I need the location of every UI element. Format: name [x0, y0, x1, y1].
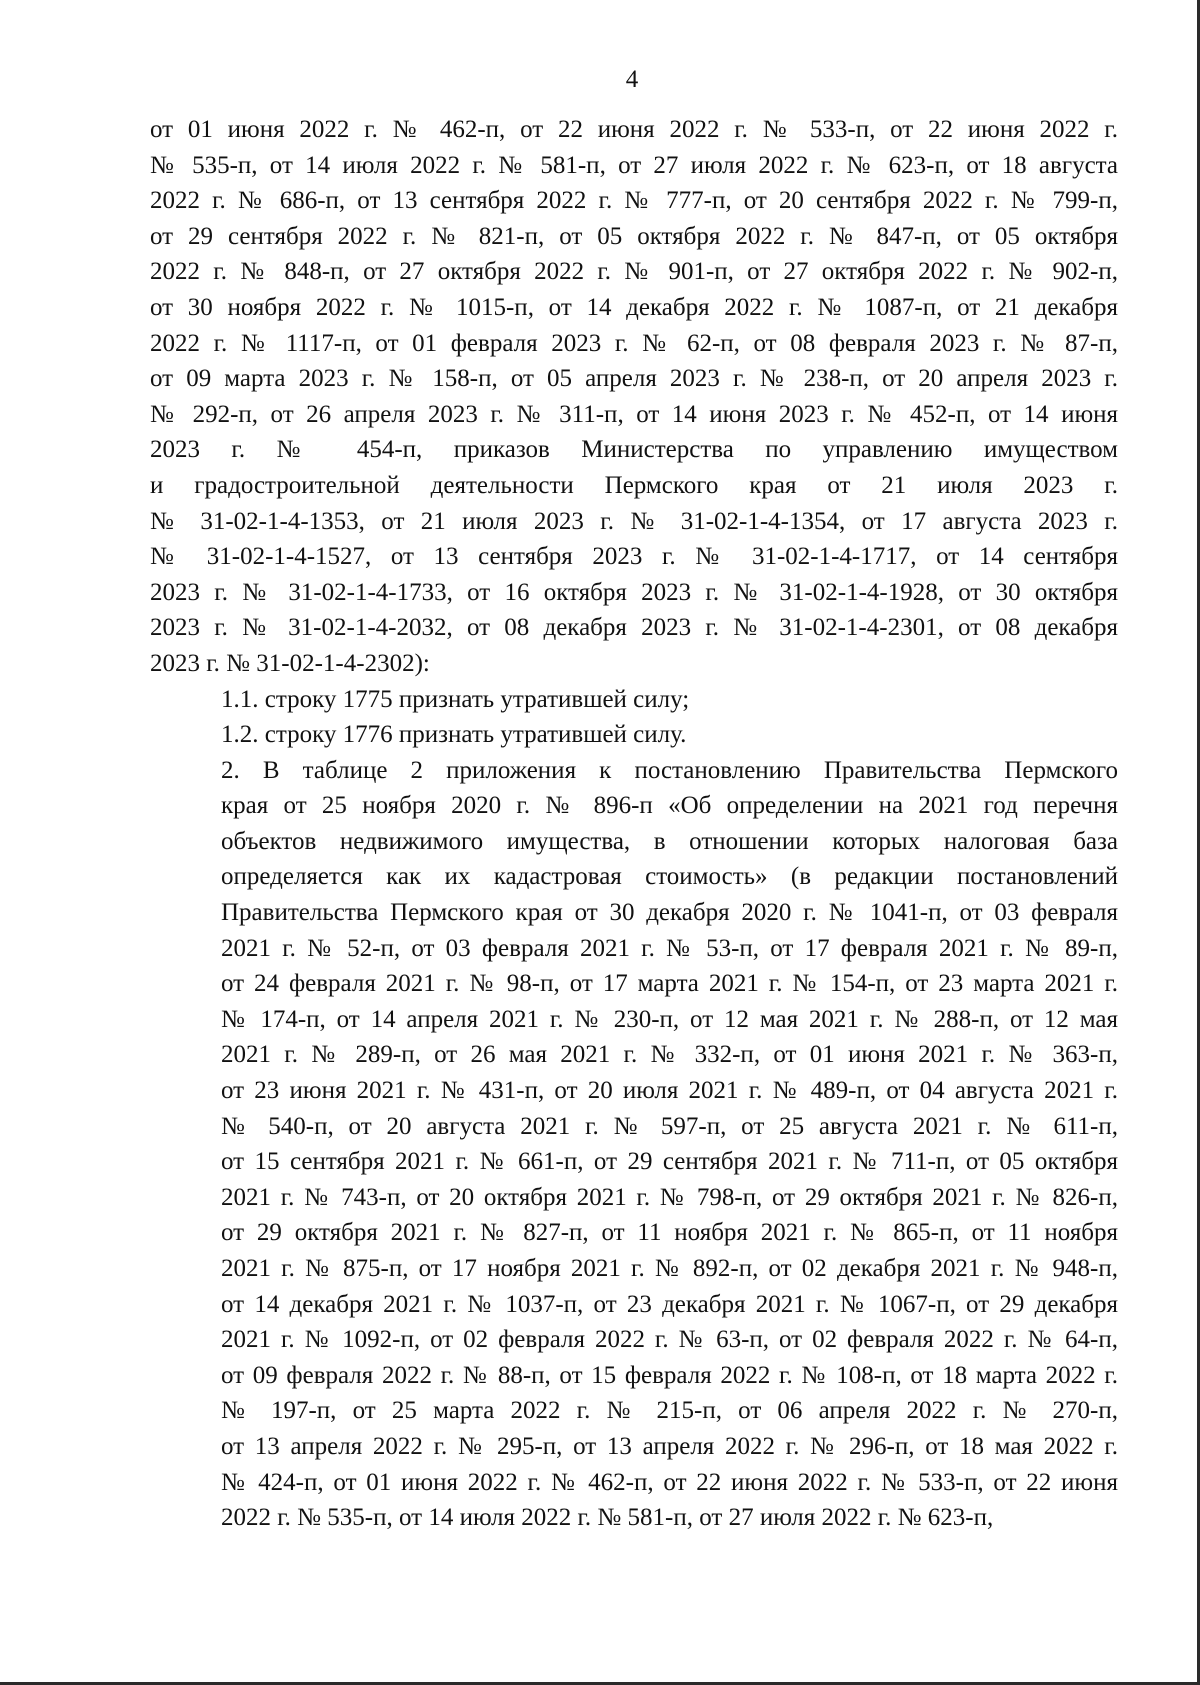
text-line: 2023 г. № 31-02-1-4-2302): — [150, 649, 430, 677]
text-line: от 09 февраля 2022 г. № 88-п, от 15 февраля 2022 г. № 108-п, от 18 марта 2022 г. — [221, 1361, 1118, 1389]
text-line: № 31-02-1-4-1353, от 21 июля 2023 г. № 31-02-1-4-1354, от 17 августа 2023 г. — [150, 507, 1118, 535]
text-line: № 424-п, от 01 июня 2022 г. № 462-п, от 22 июня 2022 г. № 533-п, от 22 июня — [221, 1468, 1118, 1496]
text-line: от 13 апреля 2022 г. № 295-п, от 13 апреля 2022 г. № 296-п, от 18 мая 2022 г. — [221, 1432, 1118, 1460]
paragraph — [150, 112, 1118, 682]
text-line: от 01 июня 2022 г. № 462-п, от 22 июня 2022 г. № 533-п, от 22 июня 2022 г. — [150, 116, 1118, 143]
text-line: 2022 г. № 686-п, от 13 сентября 2022 г. № 777-п, от 20 сентября 2022 г. № 799-п, — [150, 187, 1118, 215]
text-line: № 292-п, от 26 апреля 2023 г. № 311-п, от 14 июня 2023 г. № 452-п, от 14 июня — [150, 400, 1118, 428]
text-line: определяется как их кадастровая стоимость» (в редакции постановлений — [221, 863, 1118, 891]
text-line: от 29 сентября 2022 г. № 821-п, от 05 октября 2022 г. № 847-п, от 05 октября — [150, 222, 1118, 250]
paragraph — [150, 753, 1118, 1536]
text-line: Правительства Пермского края от 30 декабря 2020 г. № 1041-п, от 03 февраля — [221, 899, 1118, 927]
text-line: 2021 г. № 743-п, от 20 октября 2021 г. № 798-п, от 29 октября 2021 г. № 826-п, — [221, 1183, 1118, 1211]
text-line: от 09 марта 2023 г. № 158-п, от 05 апреля 2023 г. № 238-п, от 20 апреля 2023 г. — [150, 365, 1118, 393]
text-line: от 23 июня 2021 г. № 431-п, от 20 июля 2021 г. № 489-п, от 04 августа 2021 г. — [221, 1077, 1118, 1105]
text-line: № 540-п, от 20 августа 2021 г. № 597-п, от 25 августа 2021 г. № 611-п, — [221, 1112, 1118, 1140]
text-line: № 31-02-1-4-1527, от 13 сентября 2023 г. № 31-02-1-4-1717, от 14 сентября — [150, 543, 1118, 571]
text-line: 2021 г. № 289-п, от 26 мая 2021 г. № 332-п, от 01 июня 2021 г. № 363-п, — [221, 1041, 1118, 1069]
text-line: 2. В таблице 2 приложения к постановлению Правительства Пермского — [221, 756, 1118, 784]
text-line: от 14 декабря 2021 г. № 1037-п, от 23 декабря 2021 г. № 1067-п, от 29 декабря — [221, 1290, 1118, 1318]
text-line: от 15 сентября 2021 г. № 661-п, от 29 сентября 2021 г. № 711-п, от 05 октября — [221, 1148, 1118, 1176]
text-line: 1.1. строку 1775 признать утратившей силу; — [221, 685, 690, 713]
text-line: № 174-п, от 14 апреля 2021 г. № 230-п, от 12 мая 2021 г. № 288-п, от 12 мая — [221, 1005, 1118, 1033]
text-line: 2023 г. № 454-п, приказов Министерства по управлению имуществом — [150, 436, 1118, 464]
text-line: 2022 г. № 535-п, от 14 июля 2022 г. № 581-п, от 27 июля 2022 г. № 623-п, — [221, 1504, 994, 1532]
paragraph — [150, 682, 1118, 718]
text-line: № 197-п, от 25 марта 2022 г. № 215-п, от 06 апреля 2022 г. № 270-п, — [221, 1397, 1118, 1425]
text-line: 2023 г. № 31-02-1-4-1733, от 16 октября 2023 г. № 31-02-1-4-1928, от 30 октября — [150, 578, 1118, 606]
text-line: 2021 г. № 875-п, от 17 ноября 2021 г. № 892-п, от 02 декабря 2021 г. № 948-п, — [221, 1255, 1118, 1282]
text-line: 2023 г. № 31-02-1-4-2032, от 08 декабря 2023 г. № 31-02-1-4-2301, от 08 декабря — [150, 614, 1118, 642]
page-number: 4 — [625, 66, 639, 93]
text-line: от 30 ноября 2022 г. № 1015-п, от 14 декабря 2022 г. № 1087-п, от 21 декабря — [150, 293, 1118, 321]
text-line: 2021 г. № 1092-п, от 02 февраля 2022 г. № 63-п, от 02 февраля 2022 г. № 64-п, — [221, 1326, 1118, 1354]
text-line: от 29 октября 2021 г. № 827-п, от 11 ноября 2021 г. № 865-п, от 11 ноября — [221, 1219, 1118, 1247]
text-line: № 535-п, от 14 июля 2022 г. № 581-п, от 27 июля 2022 г. № 623-п, от 18 августа — [150, 151, 1118, 179]
text-line: 1.2. строку 1776 признать утратившей силу. — [221, 721, 687, 749]
paragraph — [150, 717, 1118, 753]
text-line: 2021 г. № 52-п, от 03 февраля 2021 г. № 53-п, от 17 февраля 2021 г. № 89-п, — [221, 934, 1118, 962]
text-line: 2022 г. № 848-п, от 27 октября 2022 г. № 901-п, от 27 октября 2022 г. № 902-п, — [150, 258, 1118, 286]
text-line: объектов недвижимого имущества, в отношении которых налоговая база — [221, 827, 1118, 855]
text-line: от 24 февраля 2021 г. № 98-п, от 17 марта 2021 г. № 154-п, от 23 марта 2021 г. — [221, 970, 1118, 998]
text-line: и градостроительной деятельности Пермского края от 21 июля 2023 г. — [150, 471, 1118, 499]
text-line: 2022 г. № 1117-п, от 01 февраля 2023 г. № 62-п, от 08 февраля 2023 г. № 87-п, — [150, 329, 1118, 357]
text-line: края от 25 ноября 2020 г. № 896-п «Об определении на 2021 год перечня — [221, 792, 1118, 820]
document-body — [150, 112, 1118, 1536]
